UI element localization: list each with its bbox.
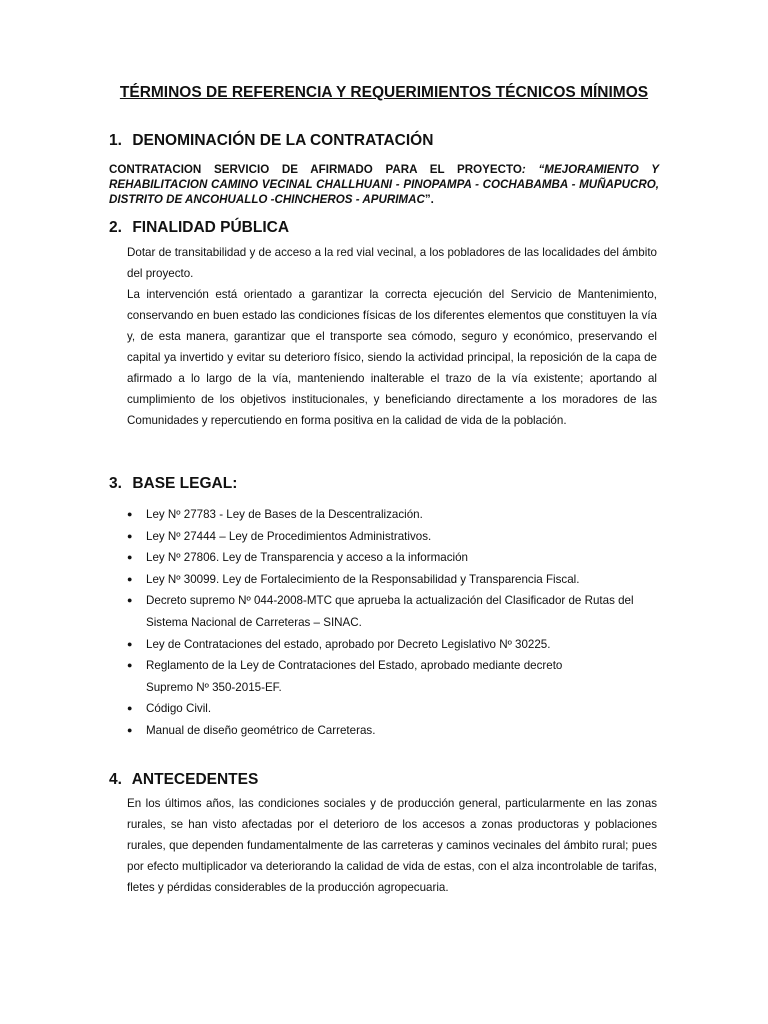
bullet-icon: ● [127,573,133,584]
list-item [127,720,667,742]
list-item [127,569,667,591]
section-1-title: DENOMINACIÓN DE LA CONTRATACIÓN [132,132,434,149]
bullet-icon: ● [127,703,133,714]
list-item-text: Ley Nº 27444 – Ley de Procedimientos Administrativos. [146,529,432,543]
list-item-text: Manual de diseño geométrico de Carreteras. [146,723,376,737]
section-2-heading [109,219,289,237]
section-3-title: BASE LEGAL: [132,475,238,492]
section-3-heading [109,475,237,493]
list-item-text: Ley Nº 27783 - Ley de Bases de la Descentralización. [146,508,423,521]
section-1-heading [109,132,433,150]
section-2-number: 2. [109,219,122,236]
section-4-heading [109,771,258,789]
legal-basis-list [127,504,667,742]
bullet-icon: ● [127,638,133,649]
list-item-text: Ley Nº 27806. Ley de Transparencia y acceso a la información [146,551,468,565]
section-3-number: 3. [109,475,122,492]
project-closing: ”. [424,193,434,206]
list-item [127,698,667,720]
list-item-text: Código Civil. [146,702,212,716]
list-item [127,655,667,698]
list-item-text: Decreto supremo Nº 044-2008-MTC que aprueba la actualización del Clasificador de Rutas del Sistema Nacional de Carreteras – SINAC. [146,594,634,629]
list-item-text: Ley Nº 30099. Ley de Fortalecimiento de la Responsabilidad y Transparencia Fiscal. [146,572,580,586]
section-2-paragraph-1: Dotar de transitabilidad y de acceso a la red vial vecinal, a los pobladores de las localidades del ámbito del proyecto. [127,246,657,280]
project-name: : “MEJORAMIENTO Y REHABILITACION CAMINO VECINAL CHALLHUANI - PINOPAMPA - COCHABAMBA - MUÑAPUCRO, DISTRITO DE ANCOHUALLO -CHINCHEROS - APURIMAC [109,163,659,206]
contract-lead: CONTRATACION SERVICIO DE AFIRMADO PARA EL PROYECTO [109,163,522,176]
section-2-title: FINALIDAD PÚBLICA [132,219,290,236]
section-4-title: ANTECEDENTES [131,771,259,788]
bullet-icon: ● [127,509,133,519]
list-item [127,526,667,548]
list-item-text: Ley de Contrataciones del estado, aprobado por Decreto Legislativo Nº 30225. [146,637,551,651]
list-item [127,504,667,526]
document-title: TÉRMINOS DE REFERENCIA Y REQUERIMIENTOS TÉCNICOS MÍNIMOS [119,84,649,101]
bullet-icon: ● [127,552,133,563]
section-1-number: 1. [109,132,122,149]
list-item [127,634,667,656]
bullet-icon: ● [127,660,133,671]
list-item [127,547,667,569]
list-item-text: Reglamento de la Ley de Contrataciones del Estado, aprobado mediante decreto [146,659,563,673]
bullet-icon: ● [127,595,133,606]
contract-description [109,162,659,207]
section-2-paragraph-2: La intervención está orientado a garantizar la correcta ejecución del Servicio de Mantenimiento, conservando en buen estado las condiciones físicas de los diferentes elementos que constituyen la vía y, de esta manera, garantizar que el transporte sea cómodo, seguro y económico, preservando el capital ya invertido y evitar su deterioro físico, siendo la actividad principal, la reposición de la capa de afirmado a lo largo de la vía, manteniendo inalterable el trazo de la vía existente; aportando al cumplimiento de los objetivos institucionales, y beneficiando directamente a los moradores de las Comunidades y repercutiendo en forma positiva en la calidad de vida de la población. [127,288,657,427]
bullet-icon: ● [127,530,133,541]
list-item [127,590,667,633]
bullet-icon: ● [127,724,133,735]
section-4-paragraph-1: En los últimos años, las condiciones sociales y de producción general, particularmente en las zonas rurales, se han visto afectadas por el deterioro de los accesos a zonas productoras y poblaciones rurales, que dependen fundamentalmente de las carreteras y caminos vecinales del ámbito rural; pues por efecto multiplicador va deteriorando la calidad de vida de estas, con el alza incontrolable de tarifas, fletes y pérdidas considerables de la producción agropecuaria. [127,797,657,894]
section-4-number: 4. [109,771,122,788]
list-item-continuation: Supremo Nº 350-2015-EF. [146,680,282,694]
